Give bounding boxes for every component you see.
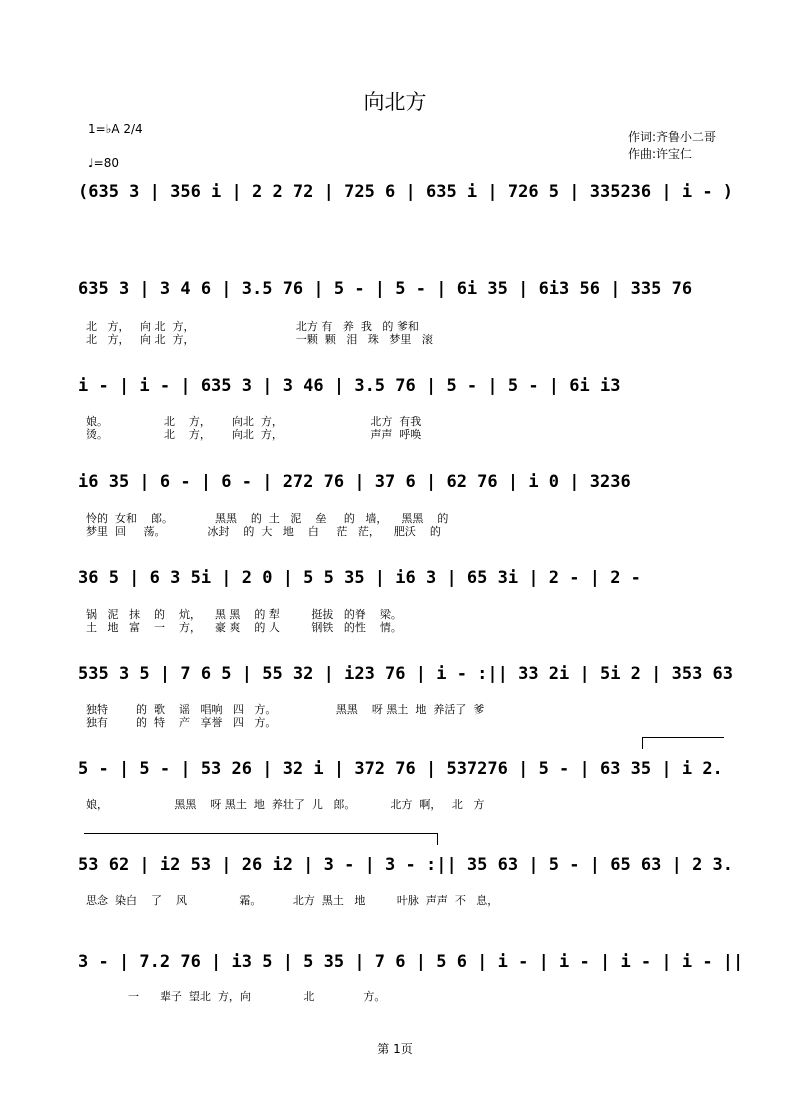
lyric-verse-1: 独特 的 歌 谣 唱响 四 方。 黑黑 呀 黑土 地 养活了 爹 bbox=[86, 703, 485, 716]
lyric-verse-1: 娘， 黑黑 呀 黑土 地 养壮了 儿 郎。 北方 啊， 北 方 bbox=[86, 798, 485, 811]
first-ending-bracket-tick bbox=[642, 737, 643, 749]
lyric-verse-1: 北 方， 向 北 方， 北方 有 养 我 的 爹和 bbox=[86, 320, 419, 333]
notation-line: (635 3 | 356 i | 2 2 72 | 725 6 | 635 i | 726 5 | 335236 | i - ) bbox=[78, 182, 734, 202]
lyric-verse-2: 土 地 富 一 方， 豪 爽 的 人 钢铁 的性 情。 bbox=[86, 621, 402, 634]
lyric-verse-1: 一 辈子 望北 方，向 北 方。 bbox=[86, 990, 386, 1003]
score-row-6 bbox=[0, 660, 790, 770]
lyric-verse-2: 北 方， 向 北 方， 一颗 颗 泪 珠 梦里 滚 bbox=[86, 333, 433, 346]
ending-bracket-tick bbox=[437, 833, 438, 845]
lyricist: 作词:齐鲁小二哥 bbox=[628, 130, 717, 144]
lyric-verse-1: 锅 泥 抹 的 炕， 黑 黑 的 犁 挺拔 的脊 梁。 bbox=[86, 608, 402, 621]
lyric-verse-1: 娘。 北 方， 向北 方， 北方 有我 bbox=[86, 415, 422, 428]
page-number: 第 1页 bbox=[377, 1042, 413, 1056]
notation-line: 3 - | 7.2 76 | i3 5 | 5 35 | 7 6 | 5 6 | i - | i - | i - | i - || bbox=[78, 952, 744, 972]
score-row-3 bbox=[0, 372, 790, 482]
key-signature: 1=♭A 2/4 bbox=[88, 122, 143, 136]
composer: 作曲:许宝仁 bbox=[628, 147, 693, 161]
ending-bracket bbox=[84, 833, 438, 834]
score-row-7 bbox=[0, 755, 790, 865]
score-row-2 bbox=[0, 275, 790, 385]
notation-line: 635 3 | 3 4 6 | 3.5 76 | 5 - | 5 - | 6i 35 | 6i3 56 | 335 76 bbox=[78, 279, 693, 299]
lyric-verse-2: 烫。 北 方， 向北 方， 声声 呼唤 bbox=[86, 428, 422, 441]
notation-line: 36 5 | 6 3 5i | 2 0 | 5 5 35 | i6 3 | 65 3i | 2 - | 2 - bbox=[78, 568, 641, 588]
lyric-verse-2: 梦里 回 荡。 冰封 的 大 地 白 茫 茫， 肥沃 的 bbox=[86, 525, 441, 538]
song-title: 向北方 bbox=[363, 90, 427, 114]
first-ending-bracket bbox=[642, 737, 724, 738]
notation-line: i - | i - | 635 3 | 3 46 | 3.5 76 | 5 - | 5 - | 6i i3 bbox=[78, 376, 621, 396]
score-row-8 bbox=[0, 851, 790, 961]
score-row-4 bbox=[0, 468, 790, 578]
lyric-verse-2: 独有 的 特 产 享誉 四 方。 bbox=[86, 716, 277, 729]
notation-line: 535 3 5 | 7 6 5 | 55 32 | i23 76 | i - :|| 33 2i | 5i 2 | 353 63 bbox=[78, 664, 734, 684]
tempo-marking: ♩=80 bbox=[88, 156, 119, 170]
notation-line: 5 - | 5 - | 53 26 | 32 i | 372 76 | 537276 | 5 - | 63 35 | i 2. bbox=[78, 759, 723, 779]
lyric-verse-1: 思念 染白 了 风 霜。 北方 黑土 地 叶脉 声声 不 息， bbox=[86, 894, 499, 907]
lyric-verse-1: 怜的 女和 郎。 黑黑 的 土 泥 垒 的 墙， 黑黑 的 bbox=[86, 512, 449, 525]
notation-line: i6 35 | 6 - | 6 - | 272 76 | 37 6 | 62 76 | i 0 | 3236 bbox=[78, 472, 631, 492]
score-row-1 bbox=[0, 178, 790, 288]
notation-line: 53 62 | i2 53 | 26 i2 | 3 - | 3 - :|| 35 63 | 5 - | 65 63 | 2 3. bbox=[78, 855, 734, 875]
score-row-5 bbox=[0, 564, 790, 674]
